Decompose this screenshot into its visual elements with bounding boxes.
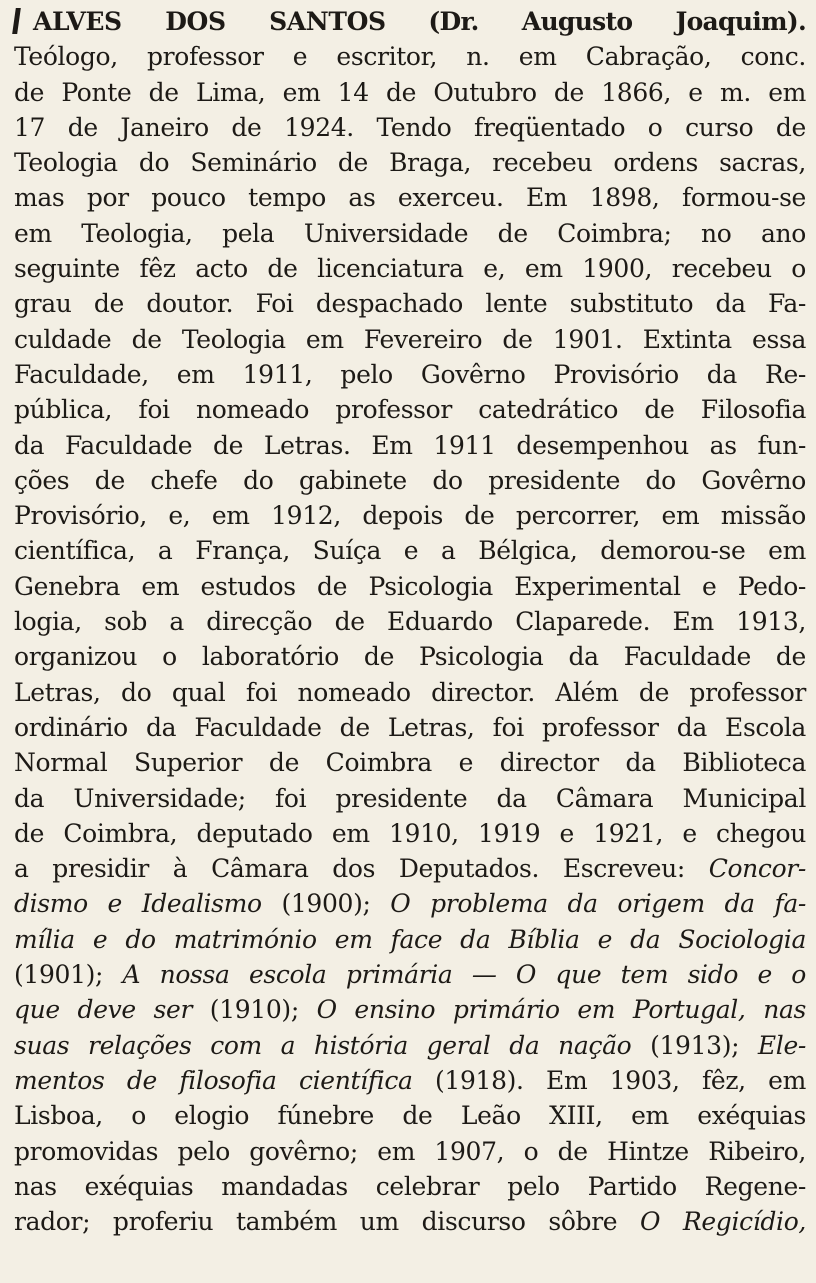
entry-body	[14, 39, 806, 1239]
text-segment: logia, sob a direcção de Eduardo Claparede. Em 1913,	[14, 607, 806, 637]
text-segment: mas por pouco tempo as exerceu. Em 1898, formou-se	[14, 183, 806, 213]
italic-text-segment: Concor-	[708, 854, 806, 884]
text-line	[14, 604, 806, 639]
italic-text-segment: A nossa escola primária — O que tem sido e o	[122, 960, 806, 990]
text-line	[14, 357, 806, 392]
text-segment: de Coimbra, deputado em 1910, 1919 e 1921, e chegou	[14, 818, 806, 848]
text-segment: em Teologia, pela Universidade de Coimbra; no ano	[14, 218, 806, 248]
italic-text-segment: O problema da origem da fa-	[390, 889, 807, 919]
text-line	[14, 816, 806, 851]
text-segment: (1901);	[14, 960, 123, 990]
text-line	[14, 710, 806, 745]
text-line	[14, 216, 806, 251]
text-line	[14, 392, 806, 427]
text-segment: Provisório, e, em 1912, depois de percorrer, em missão	[14, 501, 806, 531]
text-segment: Letras, do qual foi nomeado director. Além de professor	[14, 677, 806, 707]
text-line	[14, 922, 806, 957]
text-line	[14, 75, 806, 110]
text-line	[14, 851, 806, 886]
text-segment: ções de chefe do gabinete do presidente do Govêrno	[14, 465, 806, 495]
text-line	[14, 886, 806, 921]
text-segment: organizou o laboratório de Psicologia da Faculdade de	[14, 642, 806, 672]
text-line	[14, 639, 806, 674]
text-segment: Teologia do Seminário de Braga, recebeu ordens sacras,	[14, 148, 806, 178]
text-line	[14, 498, 806, 533]
text-segment: rador; proferiu também um discurso sôbre	[14, 1207, 640, 1237]
italic-text-segment: dismo e Idealismo	[14, 889, 262, 919]
text-line	[14, 180, 806, 215]
text-line	[14, 1204, 806, 1239]
text-segment: seguinte fêz acto de licenciatura e, em 1900, recebeu o	[14, 254, 806, 284]
text-segment: (1918). Em 1903, fêz, em	[412, 1065, 806, 1095]
encyclopedia-entry	[14, 4, 806, 1239]
text-segment: grau de doutor. Foi despachado lente substituto da Fa-	[14, 289, 806, 319]
text-line	[14, 745, 806, 780]
text-line	[14, 1134, 806, 1169]
text-line	[14, 110, 806, 145]
text-line	[14, 781, 806, 816]
text-segment: Normal Superior de Coimbra e director da Biblioteca	[14, 748, 806, 778]
text-line	[14, 428, 806, 463]
italic-text-segment: Ele-	[757, 1030, 806, 1060]
text-line	[14, 1063, 806, 1098]
entry-marker-icon	[12, 8, 21, 34]
text-segment: pública, foi nomeado professor catedrático de Filosofia	[14, 395, 806, 425]
text-line	[14, 1098, 806, 1133]
italic-text-segment: O ensino primário em Portugal, nas	[316, 995, 807, 1025]
text-segment: 17 de Janeiro de 1924. Tendo freqüentado o curso de	[14, 112, 806, 142]
text-segment: ordinário da Faculdade de Letras, foi professor da Escola	[14, 712, 806, 742]
text-line	[14, 463, 806, 498]
text-segment: de Ponte de Lima, em 14 de Outubro de 1866, e m. em	[14, 77, 806, 107]
entry-subtitle: (Dr. Augusto Joaquim).	[428, 7, 806, 36]
italic-text-segment: mentos de filosofia científica	[14, 1065, 413, 1095]
text-segment: científica, a França, Suíça e a Bélgica, demorou-se em	[14, 536, 806, 566]
italic-text-segment: suas relações com a história geral da nação	[14, 1030, 632, 1060]
text-line	[14, 286, 806, 321]
text-line	[14, 675, 806, 710]
text-segment: Genebra em estudos de Psicologia Experimental e Pedo-	[14, 571, 806, 601]
text-segment: Faculdade, em 1911, pelo Govêrno Provisório da Re-	[14, 359, 806, 389]
italic-text-segment: O Regicídio,	[640, 1207, 807, 1237]
text-segment: Lisboa, o elogio fúnebre de Leão XIII, em exéquias	[14, 1101, 806, 1131]
text-segment: promovidas pelo govêrno; em 1907, o de Hintze Ribeiro,	[14, 1136, 806, 1166]
text-segment: da Universidade; foi presidente da Câmara Municipal	[14, 783, 806, 813]
text-segment: culdade de Teologia em Fevereiro de 1901. Extinta essa	[14, 324, 806, 354]
text-segment: (1900);	[261, 889, 391, 919]
text-line	[14, 533, 806, 568]
entry-heading	[14, 4, 806, 39]
text-line	[14, 1169, 806, 1204]
text-segment: Teólogo, professor e escritor, n. em Cabração, conc.	[14, 42, 806, 72]
italic-text-segment: mília e do matrimónio em face da Bíblia e da Sociologia	[14, 924, 806, 954]
text-line	[14, 145, 806, 180]
text-line	[14, 322, 806, 357]
text-segment: (1913);	[631, 1030, 758, 1060]
text-line	[14, 1028, 806, 1063]
text-line	[14, 251, 806, 286]
text-segment: nas exéquias mandadas celebrar pelo Partido Regene-	[14, 1171, 806, 1201]
text-segment: a presidir à Câmara dos Deputados. Escreveu:	[14, 854, 709, 884]
text-line	[14, 39, 806, 74]
text-line	[14, 569, 806, 604]
text-line	[14, 957, 806, 992]
entry-title: ALVES DOS SANTOS	[33, 7, 386, 36]
text-segment: (1910);	[192, 995, 317, 1025]
italic-text-segment: que deve ser	[14, 995, 193, 1025]
text-line	[14, 992, 806, 1027]
text-segment: da Faculdade de Letras. Em 1911 desempenhou as fun-	[14, 430, 806, 460]
